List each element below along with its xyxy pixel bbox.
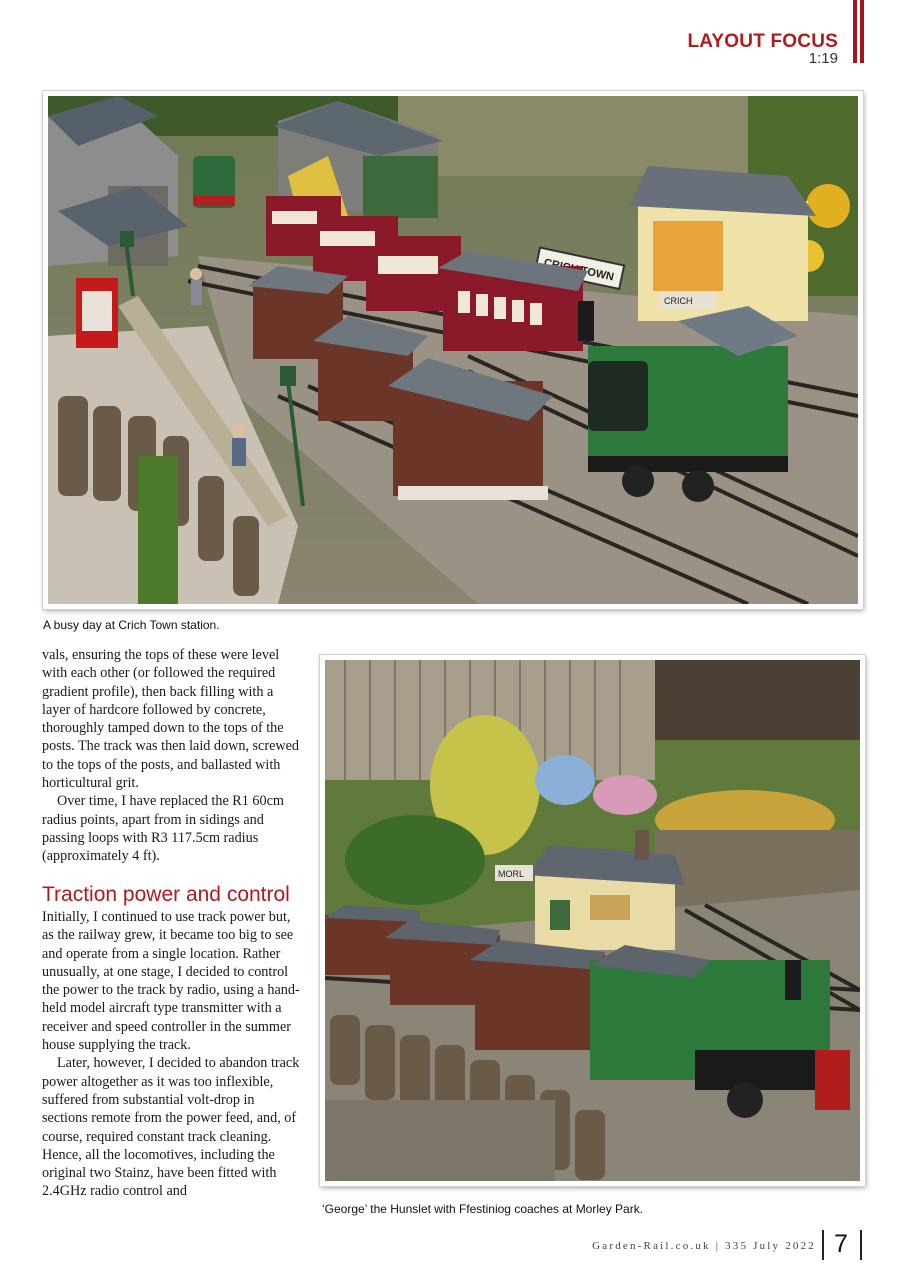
signal-box-sign: CRICH: [664, 296, 693, 306]
header-accent-bar: [853, 0, 857, 63]
article-body-before: [42, 646, 302, 866]
photo-caption: A busy day at Crich Town station.: [43, 618, 220, 632]
photo-morley-park: [320, 655, 865, 1186]
footer-divider: [860, 1230, 862, 1260]
header-accent-bar: [860, 0, 864, 63]
article-paragraph: vals, ensuring the tops of these were level with each other (or followed the required gradient profile), then back filling with a layer of hardcore followed by concrete, thoroughly tamped down to the tops of the posts. The track was then laid down, screwed to the tops of the posts, and ballasted with horticultural grit.: [42, 647, 300, 792]
section-title: LAYOUT FOCUS: [687, 31, 838, 52]
photo-crich-town: [43, 91, 863, 609]
article-body-after: [42, 908, 302, 1201]
article-paragraph: Initially, I continued to use track power but, as the railway grew, it became too big to see and operate from a single location. Rather unusually, at one stage, I decided to control the power to the track by radio, using a hand-held model aircraft type transmitter with a receiver and speed controller in the summer house supplying the track.: [42, 909, 300, 1054]
station-nameboard-small: MORL: [498, 869, 525, 879]
page-number: 7: [834, 1230, 848, 1258]
subheading: Traction power and control: [42, 883, 290, 906]
footer-divider: [822, 1230, 824, 1260]
scale-label: 1:19: [808, 50, 838, 67]
photo-crich-town-image: [48, 96, 858, 604]
station-nameboard: TOWN: [579, 264, 615, 284]
article-paragraph: Over time, I have replaced the R1 60cm radius points, apart from in sidings and passing loops with R3 117.5cm radius (approximately 4 ft).: [42, 793, 284, 865]
footer-meta: Garden-Rail.co.uk | 335 July 2022: [592, 1240, 816, 1252]
photo-morley-park-image: [325, 660, 860, 1181]
photo-caption: ‘George’ the Hunslet with Ffestiniog coaches at Morley Park.: [322, 1202, 644, 1216]
article-paragraph: Later, however, I decided to abandon track power altogether as it was too inflexible, suffered from substantial volt-drop in sections remote from the power feed, and, of course, required constant track cleaning. Hence, all the locomotives, including the original two Stainz, have been fitted with 2.4GHz radio control and: [42, 1055, 300, 1200]
